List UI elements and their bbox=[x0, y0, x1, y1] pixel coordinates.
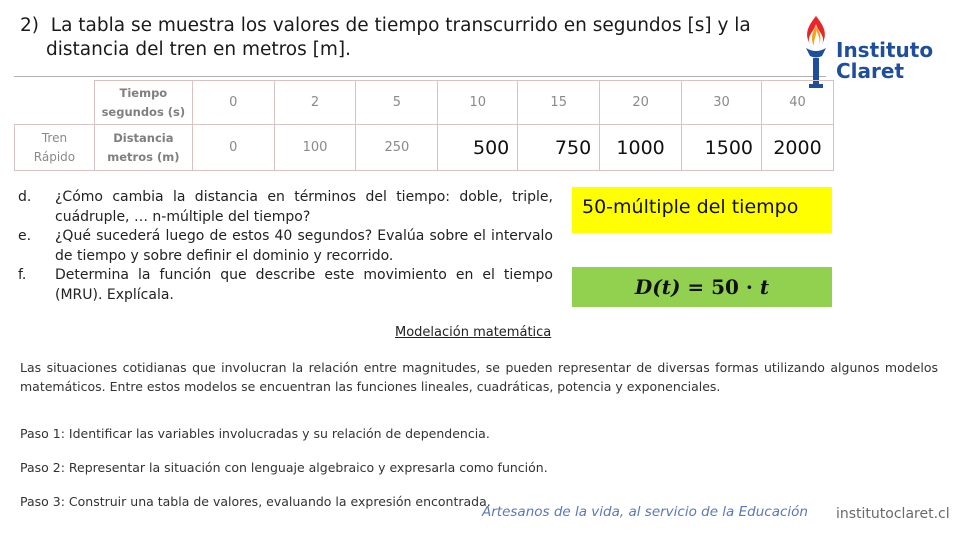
table-row-distance bbox=[15, 125, 834, 171]
table-row-time bbox=[15, 81, 834, 125]
section-heading: Modelación matemática bbox=[395, 325, 552, 340]
distance-header: Distancia metros (m) bbox=[94, 125, 192, 171]
question-list bbox=[18, 188, 553, 305]
question-line-2 bbox=[20, 38, 760, 62]
distance-answer: 1000 bbox=[600, 125, 682, 171]
answer-multiple-box bbox=[572, 187, 832, 233]
time-cell: 10 bbox=[438, 81, 518, 125]
footer-site: institutoclaret.cl bbox=[836, 506, 950, 522]
answer-formula: D(t) = 50 · t bbox=[634, 275, 770, 299]
step-1: Paso 1: Identificar las variables involucradas y su relación de dependencia. bbox=[20, 426, 490, 441]
time-cell: 2 bbox=[274, 81, 356, 125]
question-line-1 bbox=[20, 14, 760, 38]
distance-answer: 500 bbox=[438, 125, 518, 171]
question-number: 2) bbox=[20, 15, 39, 36]
item-text: ¿Cómo cambia la distancia en términos del tiempo: doble, triple, cuádruple, … n-múltiple del tiempo? bbox=[55, 189, 553, 225]
time-cell: 0 bbox=[192, 81, 274, 125]
answer-multiple-text: 50-múltiple del tiempo bbox=[582, 196, 799, 218]
time-cell: 5 bbox=[356, 81, 438, 125]
time-header: Tiempo segundos (s) bbox=[94, 81, 192, 125]
item-letter: f. bbox=[18, 267, 27, 283]
item-text: Determina la función que describe este movimiento en el tiempo (MRU). Explícala. bbox=[55, 267, 553, 303]
list-item bbox=[18, 266, 553, 305]
time-cell: 15 bbox=[518, 81, 600, 125]
step-2: Paso 2: Representar la situación con lenguaje algebraico y expresarla como función. bbox=[20, 460, 548, 475]
distance-answer: 750 bbox=[518, 125, 600, 171]
step-3: Paso 3: Construir una tabla de valores, evaluando la expresión encontrada. bbox=[20, 494, 491, 509]
answer-formula-box bbox=[572, 267, 832, 307]
distance-cell: 0 bbox=[192, 125, 274, 171]
question-title bbox=[20, 14, 760, 62]
footer-slogan: Artesanos de la vida, al servicio de la Educación bbox=[482, 504, 808, 520]
question-text-1: La tabla se muestra los valores de tiempo transcurrido en segundos [s] y la bbox=[50, 15, 751, 36]
logo-name: Instituto Claret bbox=[836, 38, 934, 83]
list-item bbox=[18, 188, 553, 227]
distance-answer: 1500 bbox=[682, 125, 762, 171]
distance-answer: 2000 bbox=[762, 125, 834, 171]
distance-cell: 100 bbox=[274, 125, 356, 171]
data-table bbox=[14, 80, 834, 171]
item-text: ¿Qué sucederá luego de estos 40 segundos? Evalúa sobre el intervalo de tiempo y sobre definir el dominio y recorrido. bbox=[55, 228, 553, 264]
time-cell: 20 bbox=[600, 81, 682, 125]
question-text-2: distancia del tren en metros [m]. bbox=[46, 39, 351, 60]
time-cell: 30 bbox=[682, 81, 762, 125]
item-letter: e. bbox=[18, 228, 32, 244]
list-item bbox=[18, 227, 553, 266]
title-divider bbox=[14, 76, 826, 77]
item-letter: d. bbox=[18, 189, 32, 205]
distance-cell: 250 bbox=[356, 125, 438, 171]
intro-paragraph: Las situaciones cotidianas que involucran la relación entre magnitudes, se pueden representar de diversas formas utilizando algunos modelos matemáticos. Entre estos modelos se encuentran las funciones lineales, cuadráticas, potencia y exponenciales. bbox=[20, 360, 938, 394]
time-cell: 40 bbox=[762, 81, 834, 125]
row-label: Tren Rápido bbox=[15, 125, 95, 171]
